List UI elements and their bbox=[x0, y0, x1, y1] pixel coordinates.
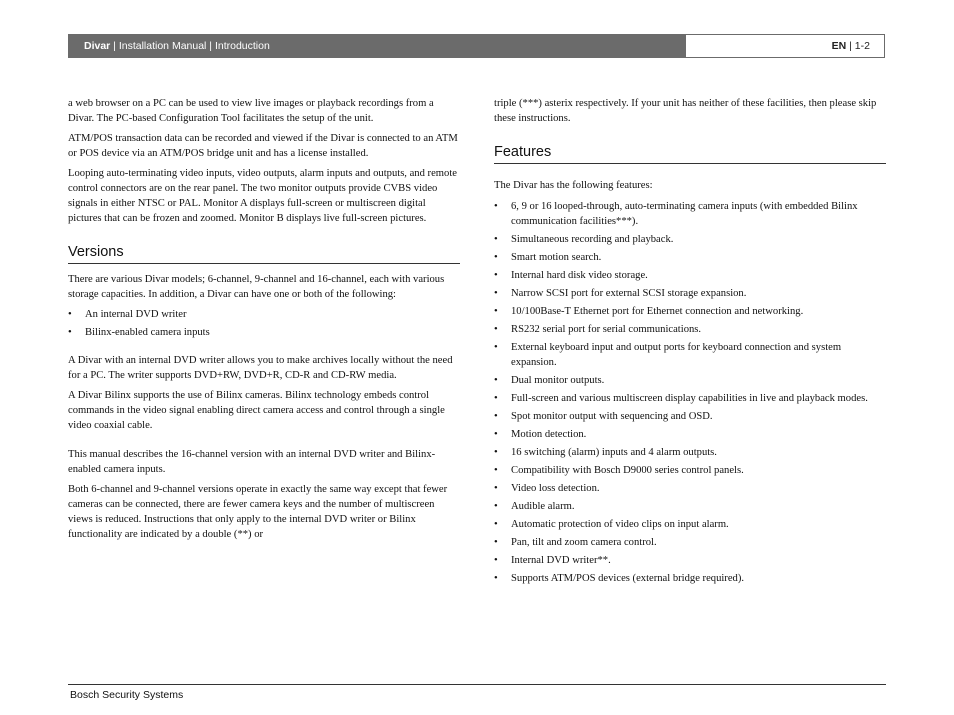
list-item: • Simultaneous recording and playback. bbox=[494, 232, 886, 247]
list-item: • Supports ATM/POS devices (external bridge required). bbox=[494, 571, 886, 586]
paragraph: a web browser on a PC can be used to view live images or playback recordings from a Divar. The PC-based Configuration Tool facilitates the setup of the unit. bbox=[68, 98, 434, 124]
paragraph: There are various Divar models; 6-channel, 9-channel and 16-channel, each with various storage capacities. In addition, a Divar can have one or both of the following: bbox=[68, 274, 445, 300]
paragraph: Both 6-channel and 9-channel versions operate in exactly the same way except that fewer cameras can be connected, there are fewer camera keys and the number of multiscreen views is reduced. Instructions that only apply to the internal DVD writer or Bilinx functionality are indicated by a double (**) or bbox=[68, 484, 448, 540]
list-item: • Audible alarm. bbox=[494, 499, 886, 514]
list-item: • Dual monitor outputs. bbox=[494, 373, 886, 388]
header-product: Divar bbox=[84, 40, 111, 52]
versions-heading: Versions bbox=[68, 245, 460, 264]
list-item: • Smart motion search. bbox=[494, 250, 886, 265]
list-item: • An internal DVD writer bbox=[68, 307, 460, 322]
paragraph: ATM/POS transaction data can be recorded and viewed if the Divar is connected to an ATM or POS device via an ATM/POS bridge unit and has a license installed. bbox=[68, 133, 458, 159]
right-column bbox=[494, 96, 886, 589]
list-item: • Motion detection. bbox=[494, 427, 886, 442]
left-column bbox=[68, 96, 460, 547]
features-list bbox=[494, 199, 886, 586]
header-lang: EN bbox=[831, 40, 847, 52]
list-item: • 10/100Base-T Ethernet port for Ethernet connection and networking. bbox=[494, 304, 886, 319]
list-item: • Internal hard disk video storage. bbox=[494, 268, 886, 283]
paragraph: triple (***) asterix respectively. If your unit has neither of these facilities, then please skip these instructions. bbox=[494, 98, 877, 124]
header-breadcrumb: | Installation Manual | Introduction bbox=[110, 40, 270, 52]
list-item: • Pan, tilt and zoom camera control. bbox=[494, 535, 886, 550]
paragraph: The Divar has the following features: bbox=[494, 180, 653, 191]
footer-company: Bosch Security Systems bbox=[70, 689, 184, 701]
paragraph: Looping auto-terminating video inputs, video outputs, alarm inputs and outputs, and remote control connectors are on the rear panel. The two monitor outputs provide CVBS video signals in either NTSC or PAL. Monitor A displays full-screen or multiscreen digital pictures that can be frozen and zoomed. Monitor B displays live full-screen pictures. bbox=[68, 168, 457, 224]
features-heading: Features bbox=[494, 145, 886, 164]
list-item: • Automatic protection of video clips on input alarm. bbox=[494, 517, 886, 532]
versions-list bbox=[68, 307, 460, 340]
list-item: • 16 switching (alarm) inputs and 4 alarm outputs. bbox=[494, 445, 886, 460]
paragraph: This manual describes the 16-channel version with an internal DVD writer and Bilinx-enabled camera inputs. bbox=[68, 449, 436, 475]
list-item: • Narrow SCSI port for external SCSI storage expansion. bbox=[494, 286, 886, 301]
header-bar bbox=[68, 34, 686, 58]
list-item: • Bilinx-enabled camera inputs bbox=[68, 325, 460, 340]
list-item: • Full-screen and various multiscreen display capabilities in live and playback modes. bbox=[494, 391, 886, 406]
paragraph: A Divar Bilinx supports the use of Bilinx cameras. Bilinx technology embeds control commands in the video signal enabling direct camera access and control through a single video coaxial cable. bbox=[68, 390, 445, 431]
list-item: • Compatibility with Bosch D9000 series control panels. bbox=[494, 463, 886, 478]
header-page-number: | 1-2 bbox=[846, 40, 870, 52]
paragraph: A Divar with an internal DVD writer allows you to make archives locally without the need for a PC. The writer supports DVD+RW, DVD+R, CD-R and CD-RW media. bbox=[68, 355, 453, 381]
header-page-box bbox=[686, 34, 885, 58]
list-item: • Spot monitor output with sequencing and OSD. bbox=[494, 409, 886, 424]
list-item: • 6, 9 or 16 looped-through, auto-terminating camera inputs (with embedded Bilinx communication facilities***). bbox=[494, 199, 886, 229]
list-item: • External keyboard input and output ports for keyboard connection and system expansion. bbox=[494, 340, 886, 370]
list-item: • RS232 serial port for serial communications. bbox=[494, 322, 886, 337]
list-item: • Video loss detection. bbox=[494, 481, 886, 496]
footer-divider bbox=[68, 684, 886, 685]
list-item: • Internal DVD writer**. bbox=[494, 553, 886, 568]
